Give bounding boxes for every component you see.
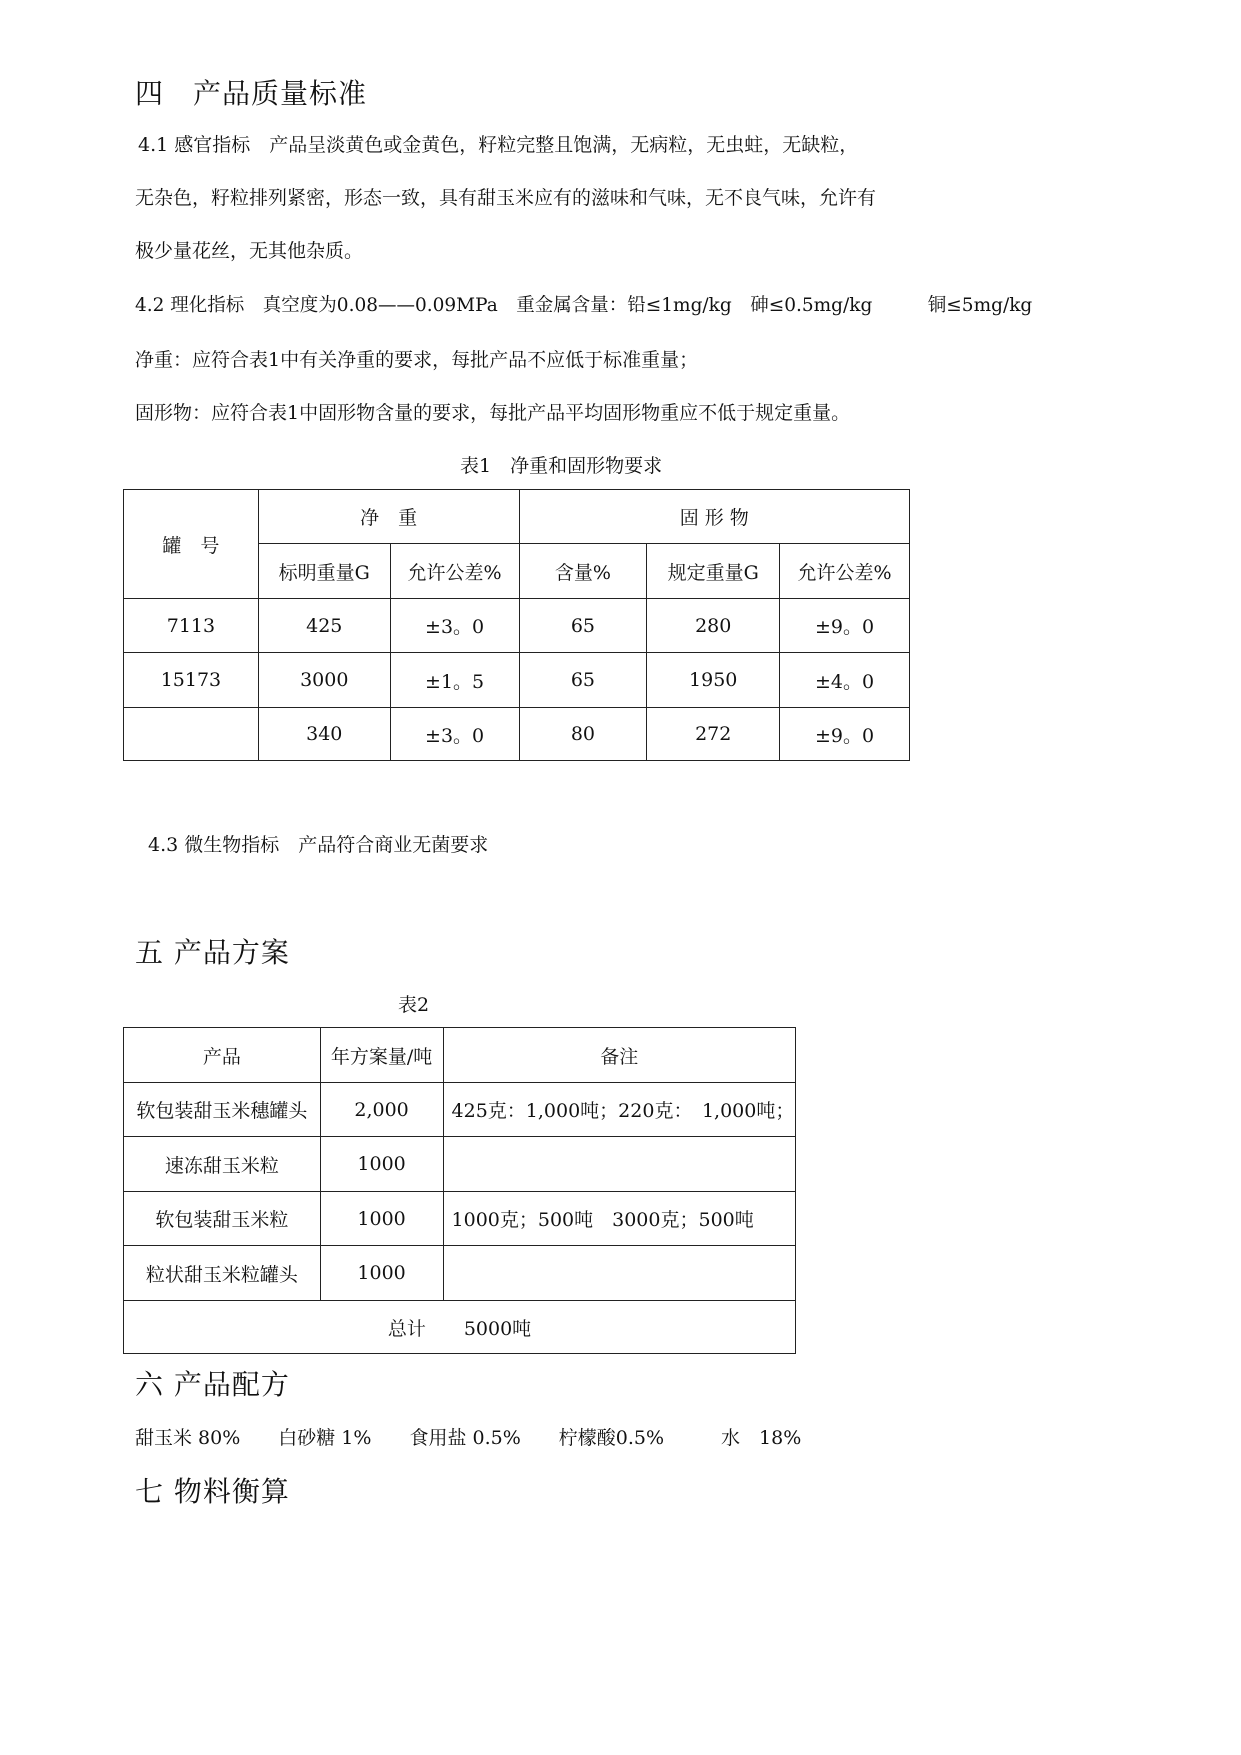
table-cell: 软包装甜玉米粒 bbox=[124, 1192, 321, 1246]
table-cell: 425克：1,000吨；220克： 1,000吨； bbox=[443, 1083, 795, 1137]
table-cell: 7113 bbox=[124, 599, 259, 653]
table-cell: ±3。0 bbox=[390, 708, 519, 761]
table-cell: 速冻甜玉米粒 bbox=[124, 1137, 321, 1192]
table-cell: 1000 bbox=[320, 1137, 443, 1192]
solids-requirement: 固形物：应符合表1中固形物含量的要求，每批产品平均固形物重应不低于规定重量。 bbox=[135, 402, 851, 424]
table-cell: ±9。0 bbox=[780, 708, 910, 761]
table-cell: 65 bbox=[519, 599, 647, 653]
table-cell: ±1。5 bbox=[390, 653, 519, 708]
table-cell: 粒状甜玉米粒罐头 bbox=[124, 1246, 321, 1301]
table-cell bbox=[443, 1246, 795, 1301]
table-cell: 1000 bbox=[320, 1192, 443, 1246]
table-cell: ±4。0 bbox=[780, 653, 910, 708]
table-cell: 15173 bbox=[124, 653, 259, 708]
table-row bbox=[124, 708, 910, 761]
table-cell bbox=[443, 1137, 795, 1192]
header-specified-weight: 规定重量G bbox=[647, 544, 780, 599]
header-solids: 固 形 物 bbox=[519, 490, 910, 544]
sensory-indicator-line-3: 极少量花丝，无其他杂质。 bbox=[135, 240, 364, 262]
table-cell: ±9。0 bbox=[780, 599, 910, 653]
table-cell: 1950 bbox=[647, 653, 780, 708]
product-plan-table bbox=[123, 1027, 796, 1354]
table-cell: 3000 bbox=[258, 653, 390, 708]
physicochemical-indicator: 4.2 理化指标 真空度为0.08——0.09MPa 重金属含量：铅≤1mg/kg 砷≤0.5mg/kg 铜≤5mg/kg bbox=[135, 295, 1033, 316]
section-5-title: 五 产品方案 bbox=[135, 936, 290, 969]
table-cell: 软包装甜玉米穗罐头 bbox=[124, 1083, 321, 1137]
table-cell: 65 bbox=[519, 653, 647, 708]
header-remarks: 备注 bbox=[443, 1028, 795, 1083]
sensory-indicator-line-1: 4.1 感官指标 产品呈淡黄色或金黄色，籽粒完整且饱满，无病粒，无虫蛀，无缺粒， bbox=[138, 134, 859, 156]
table-cell: 272 bbox=[647, 708, 780, 761]
table-cell: ±3。0 bbox=[390, 599, 519, 653]
section-7-title: 七 物料衡算 bbox=[135, 1475, 290, 1508]
header-solids-content: 含量% bbox=[519, 544, 647, 599]
table-row bbox=[124, 599, 910, 653]
net-weight-requirement: 净重：应符合表1中有关净重的要求，每批产品不应低于标准重量； bbox=[135, 349, 699, 371]
net-weight-solids-table bbox=[123, 489, 910, 761]
table-cell: 340 bbox=[258, 708, 390, 761]
product-formula: 甜玉米 80% 白砂糖 1% 食用盐 0.5% 柠檬酸0.5% 水 18% bbox=[135, 1427, 802, 1449]
table-1-caption: 表1 净重和固形物要求 bbox=[460, 455, 663, 477]
table-cell: 1000克；500吨 3000克；500吨 bbox=[443, 1192, 795, 1246]
section-4-title: 四 产品质量标准 bbox=[135, 77, 368, 110]
sensory-indicator-line-2: 无杂色，籽粒排列紧密，形态一致，具有甜玉米应有的滋味和气味，无不良气味，允许有 bbox=[135, 187, 877, 209]
header-net-tolerance: 允许公差% bbox=[390, 544, 519, 599]
table-row bbox=[124, 1083, 796, 1137]
table-2-caption: 表2 bbox=[398, 994, 430, 1016]
table-row bbox=[124, 1246, 796, 1301]
table-total: 总计 5000吨 bbox=[124, 1301, 796, 1354]
header-labeled-weight: 标明重量G bbox=[258, 544, 390, 599]
header-product: 产品 bbox=[124, 1028, 321, 1083]
header-annual-quantity: 年方案量/吨 bbox=[320, 1028, 443, 1083]
section-6-title: 六 产品配方 bbox=[135, 1368, 290, 1401]
header-can-number: 罐 号 bbox=[124, 490, 259, 599]
table-cell: 80 bbox=[519, 708, 647, 761]
table-cell: 280 bbox=[647, 599, 780, 653]
header-net-weight: 净 重 bbox=[258, 490, 519, 544]
table-cell bbox=[124, 708, 259, 761]
table-cell: 425 bbox=[258, 599, 390, 653]
table-row bbox=[124, 1192, 796, 1246]
microbiological-indicator: 4.3 微生物指标 产品符合商业无菌要求 bbox=[148, 834, 489, 856]
table-cell: 1000 bbox=[320, 1246, 443, 1301]
table-cell: 2,000 bbox=[320, 1083, 443, 1137]
table-total-row bbox=[124, 1301, 796, 1354]
table-row bbox=[124, 1137, 796, 1192]
header-solids-tolerance: 允许公差% bbox=[780, 544, 910, 599]
table-row bbox=[124, 653, 910, 708]
